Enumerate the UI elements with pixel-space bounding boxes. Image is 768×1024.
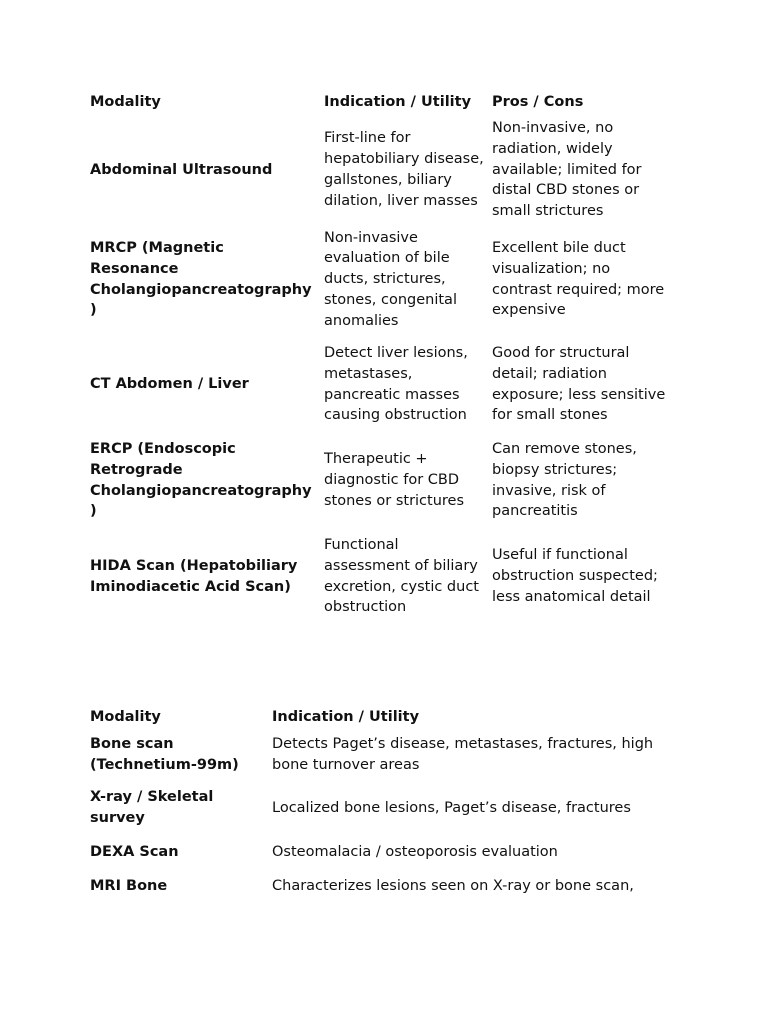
table-row — [90, 332, 684, 437]
modality-cell: CT Abdomen / Liver — [90, 376, 249, 393]
indication-cell: Localized bone lesions, Paget’s disease, fractures — [272, 799, 631, 816]
table-row — [90, 869, 684, 903]
header-indication: Indication / Utility — [324, 93, 472, 110]
modality-cell: X-ray / Skeletal survey — [90, 789, 214, 826]
modality-cell: MRCP (Magnetic Resonance Cholangiopancreatography ) — [90, 239, 312, 319]
modality-cell: Bone scan (Technetium-99m) — [90, 736, 239, 773]
table-row — [90, 113, 684, 227]
table-row — [90, 437, 684, 524]
table-row — [90, 227, 684, 332]
header-modality: Modality — [90, 93, 161, 110]
indication-cell: Detect liver lesions, metastases, pancreatic masses causing obstruction — [324, 344, 468, 424]
indication-cell: Detects Paget’s disease, metastases, fractures, high bone turnover areas — [272, 736, 654, 773]
table-row — [90, 524, 684, 629]
bone-imaging-table — [90, 705, 684, 903]
table-header-row — [90, 705, 684, 729]
modality-cell: MRI Bone — [90, 877, 168, 894]
table-row — [90, 729, 684, 781]
modality-cell: HIDA Scan (Hepatobiliary Iminodiacetic Acid Scan) — [90, 557, 298, 595]
table-row — [90, 781, 684, 835]
modality-cell: DEXA Scan — [90, 843, 179, 860]
modality-cell: Abdominal Ultrasound — [90, 161, 273, 178]
hepatobiliary-imaging-table — [90, 91, 684, 629]
indication-cell: Characterizes lesions seen on X-ray or bone scan, — [272, 877, 634, 894]
pros-cons-cell: Useful if functional obstruction suspected; less anatomical detail — [492, 547, 658, 605]
header-indication: Indication / Utility — [272, 708, 420, 725]
pros-cons-cell: Excellent bile duct visualization; no contrast required; more expensive — [492, 239, 665, 319]
indication-cell: First-line for hepatobiliary disease, gallstones, biliary dilation, liver masses — [324, 130, 484, 209]
header-modality: Modality — [90, 708, 161, 725]
modality-cell: ERCP (Endoscopic Retrograde Cholangiopancreatography ) — [90, 440, 312, 520]
indication-cell: Non-invasive evaluation of bile ducts, strictures, stones, congenital anomalies — [324, 229, 457, 329]
pros-cons-cell: Non-invasive, no radiation, widely available; limited for distal CBD stones or small strictures — [492, 120, 642, 220]
indication-cell: Functional assessment of biliary excretion, cystic duct obstruction — [324, 536, 479, 616]
header-pros-cons: Pros / Cons — [492, 93, 584, 110]
table-row — [90, 835, 684, 869]
pros-cons-cell: Can remove stones, biopsy strictures; invasive, risk of pancreatitis — [492, 440, 637, 520]
indication-cell: Therapeutic + diagnostic for CBD stones or strictures — [324, 451, 465, 509]
indication-cell: Osteomalacia / osteoporosis evaluation — [272, 843, 558, 860]
pros-cons-cell: Good for structural detail; radiation exposure; less sensitive for small stones — [492, 344, 666, 424]
table-header-row — [90, 91, 684, 113]
